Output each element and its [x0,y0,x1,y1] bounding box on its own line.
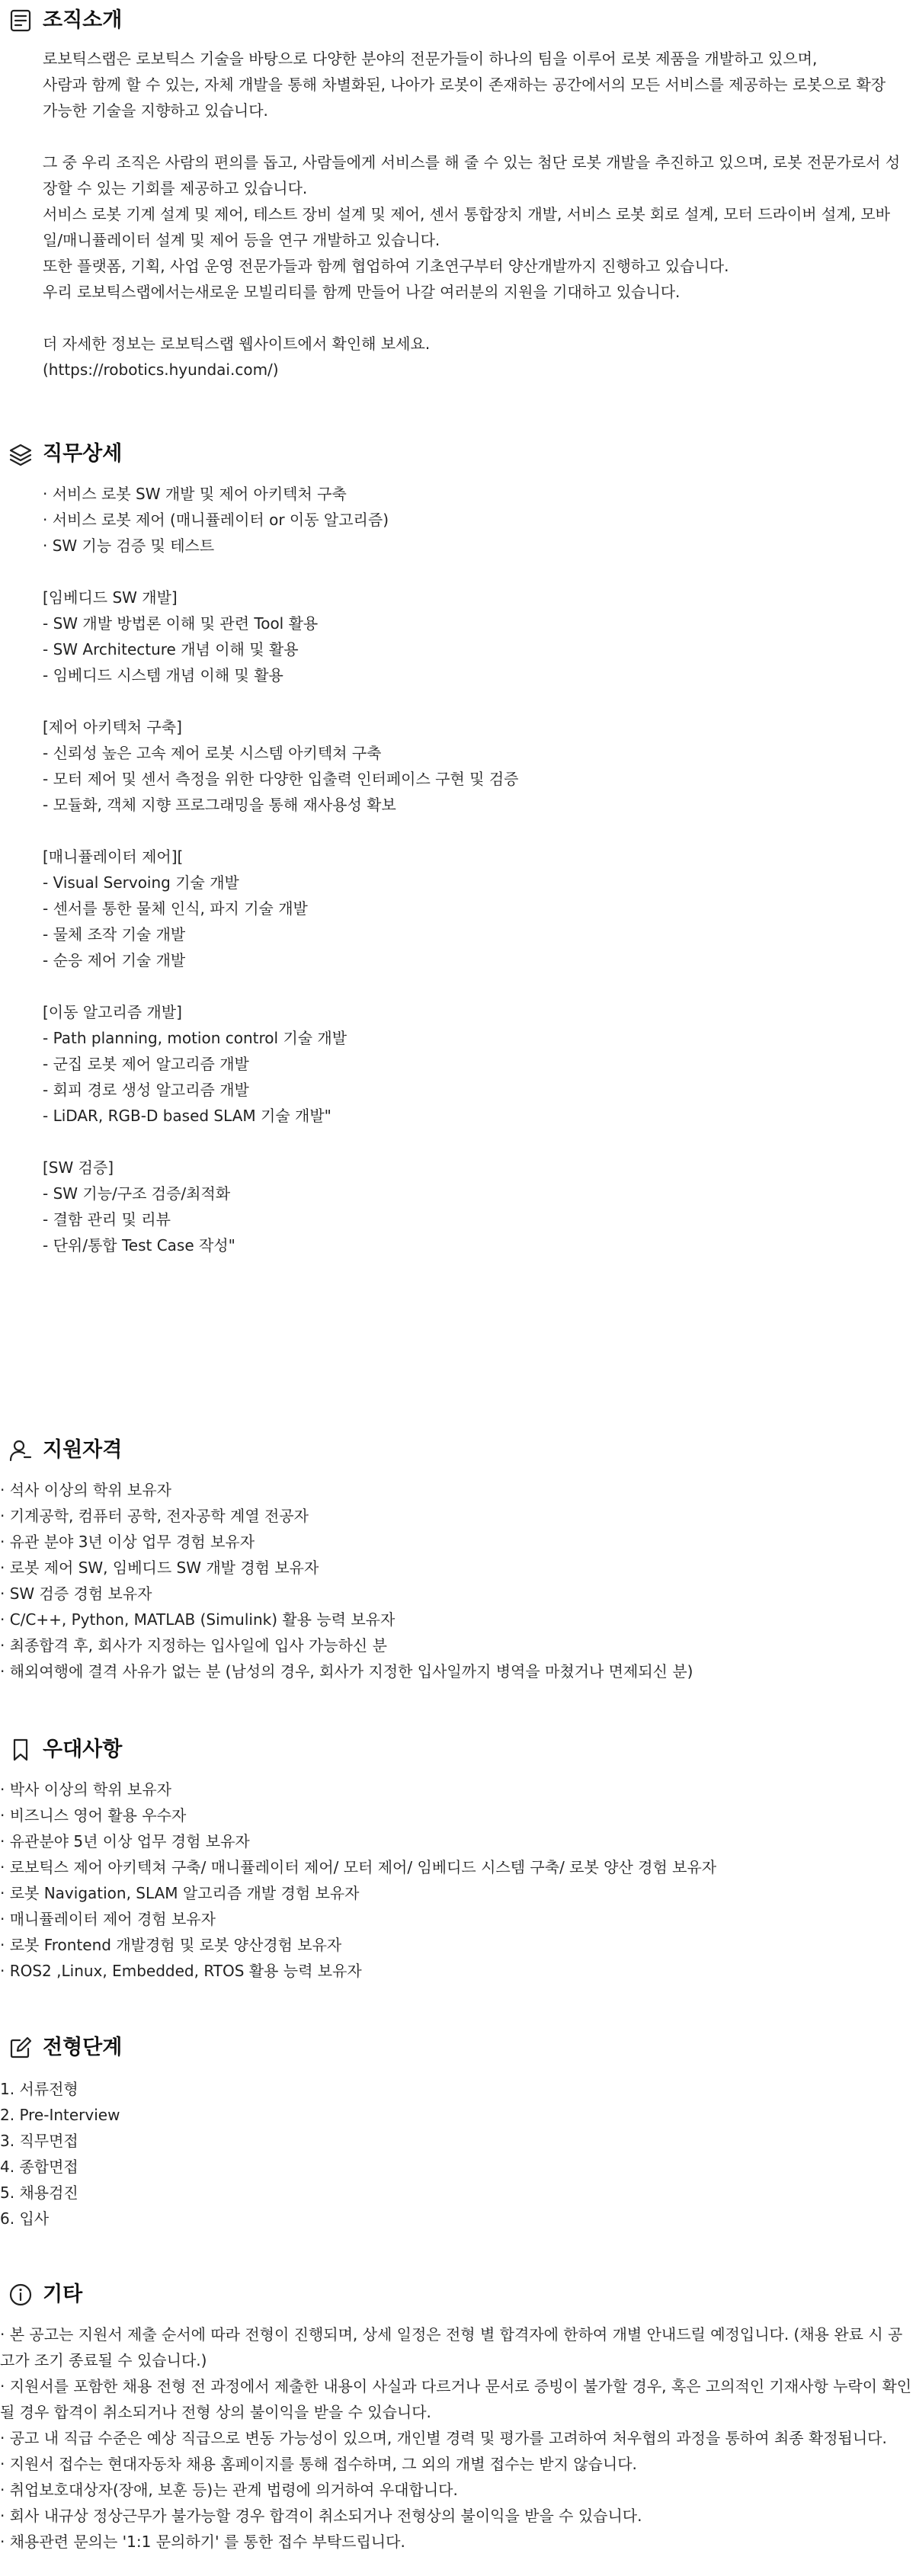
qualification-item: · 기계공학, 컴퓨터 공학, 전자공학 계열 전공자 [0,1507,309,1525]
process-step: 4. 종합면접 [0,2158,78,2176]
process-step: 3. 직무면접 [0,2132,78,2150]
section-title: 전형단계 [43,2036,123,2059]
preferred-item: · 로봇 Navigation, SLAM 알고리즘 개발 경험 보유자 [0,1884,360,1902]
etc-item: · 회사 내규상 정상근무가 불가능할 경우 합격이 취소되거나 전형상의 불이익을 받을 수 있습니다. [0,2507,642,2525]
qualification-item: · 해외여행에 결격 사유가 없는 분 (남성의 경우, 회사가 지정한 입사일까지 병역을 마쳤거나 면제되신 분) [0,1662,693,1680]
etc-list [0,2321,916,2555]
duty-group [43,481,902,559]
duty-line: [이동 알고리즘 개발] [43,1003,182,1021]
intro-paragraph: 그 중 우리 조직은 사람의 편의를 돕고, 사람들에게 서비스를 해 줄 수 있는 첨단 로봇 개발을 추진하고 있으며, 로봇 전문가로서 성장할 수 있는 기회를 제공하고 있습니다. [43,153,901,197]
duty-line: · 서비스 로봇 제어 (매니퓰레이터 or 이동 알고리즘) [43,511,389,529]
preferred-item: · 로봇 Frontend 개발경험 및 로봇 양산경험 보유자 [0,1936,342,1954]
intro-paragraph: 서비스 로봇 기계 설계 및 제어, 테스트 장비 설계 및 제어, 센서 통합장치 개발, 서비스 로봇 회로 설계, 모터 드라이버 설계, 모바일/매니퓰레이터 설계 및 제어 등을 연구 개발하고 있습니다. [43,205,890,249]
section-process-header [0,2030,916,2065]
duty-group [43,714,902,818]
process-step: 5. 채용검진 [0,2184,78,2202]
section-title: 지원자격 [43,1438,123,1462]
section-duties [0,437,916,1258]
etc-item: · 본 공고는 지원서 제출 순서에 따라 전형이 진행되며, 상세 일정은 전형 별 합격자에 한하여 개별 안내드릴 예정입니다. (채용 완료 시 공고가 조기 종료될 수 있습니다.) [0,2325,903,2369]
duty-line: - 모터 제어 및 센서 측정을 위한 다양한 입출력 인터페이스 구현 및 검증 [43,770,519,788]
section-preferred [0,1732,916,1984]
duty-line: - Visual Servoing 기술 개발 [43,873,239,892]
section-title: 조직소개 [43,8,123,32]
person-icon [8,1437,34,1463]
etc-item: · 공고 내 직급 수준은 예상 직급으로 변동 가능성이 있으며, 개인별 경력 및 평가를 고려하여 처우협의 과정을 통하여 최종 확정됩니다. [0,2429,887,2447]
duty-group [43,999,902,1129]
duty-line: [제어 아키텍처 구축] [43,718,182,736]
preferred-item: · 유관분야 5년 이상 업무 경험 보유자 [0,1832,250,1850]
qualifications-list [0,1477,916,1684]
section-intro-body [43,46,902,383]
duty-group [43,1155,902,1258]
intro-paragraph: 더 자세한 정보는 로보틱스랩 웹사이트에서 확인해 보세요. [43,335,431,353]
preferred-list [0,1777,916,1984]
duty-line: - 단위/통합 Test Case 작성" [43,1236,235,1254]
intro-paragraph: (https://robotics.hyundai.com/) [43,360,279,379]
duty-line: - 회피 경로 생성 알고리즘 개발 [43,1081,249,1099]
duty-group [43,844,902,973]
section-duties-header [0,437,916,472]
paragraph-gap [43,305,902,331]
duty-line: · 서비스 로봇 SW 개발 및 제어 아키텍처 구축 [43,485,347,503]
section-title: 기타 [43,2283,83,2306]
section-intro [0,3,916,383]
qualification-item: · SW 검증 경험 보유자 [0,1584,152,1603]
duty-line: · SW 기능 검증 및 테스트 [43,537,215,555]
process-list [0,2076,916,2232]
preferred-item: · 비즈니스 영어 활용 우수자 [0,1806,187,1825]
bookmark-icon [8,1737,34,1763]
qualification-item: · 석사 이상의 학위 보유자 [0,1481,171,1499]
section-title: 직무상세 [43,442,123,466]
section-title: 우대사항 [43,1738,123,1761]
preferred-item: · 박사 이상의 학위 보유자 [0,1780,171,1799]
section-preferred-header [0,1732,916,1767]
paragraph-gap [43,123,902,149]
duty-line: - 군집 로봇 제어 알고리즘 개발 [43,1055,249,1073]
section-etc-header [0,2277,916,2312]
etc-item: · 지원서를 포함한 채용 전형 전 과정에서 제출한 내용이 사실과 다르거나 문서로 증빙이 불가할 경우, 혹은 고의적인 기재사항 누락이 확인될 경우 합격이 취소되거나 전형 상의 불이익을 받을 수 있습니다. [0,2377,912,2421]
preferred-item: · 로보틱스 제어 아키텍쳐 구축/ 매니퓰레이터 제어/ 모터 제어/ 임베디드 시스템 구축/ 로봇 양산 경험 보유자 [0,1858,717,1876]
duty-line: - SW 개발 방법론 이해 및 관련 Tool 활용 [43,614,319,633]
process-step: 6. 입사 [0,2209,50,2228]
preferred-item: · ROS2 ,Linux, Embedded, RTOS 활용 능력 보유자 [0,1962,362,1980]
section-process [0,2030,916,2232]
section-intro-header [0,3,916,38]
info-icon [8,2282,34,2308]
intro-paragraph: 또한 플랫폼, 기획, 사업 운영 전문가들과 함께 협업하여 기초연구부터 양산개발까지 진행하고 있습니다. [43,257,729,275]
duty-line: - SW 기능/구조 검증/최적화 [43,1184,231,1203]
duty-line: - 모듈화, 객체 지향 프로그래밍을 통해 재사용성 확보 [43,796,396,814]
duty-line: - 임베디드 시스템 개념 이해 및 활용 [43,666,283,684]
document-icon [8,8,34,34]
edit-icon [8,2035,34,2061]
intro-paragraph: 사람과 함께 할 수 있는, 자체 개발을 통해 차별화된, 나아가 로봇이 존재하는 공간에서의 모든 서비스를 제공하는 로봇으로 확장 가능한 기술을 지향하고 있습니다. [43,75,891,120]
preferred-item: · 매니퓰레이터 제어 경험 보유자 [0,1910,216,1928]
duty-line: [임베디드 SW 개발] [43,588,178,607]
section-etc [0,2277,916,2555]
layers-icon [8,441,34,467]
intro-paragraph: 우리 로보틱스랩에서는새로운 모빌리티를 함께 만들어 나갈 여러분의 지원을 기대하고 있습니다. [43,283,681,301]
qualification-item: · 최종합격 후, 회사가 지정하는 입사일에 입사 가능하신 분 [0,1636,387,1655]
section-duties-body [43,481,902,1258]
qualification-item: · C/C++, Python, MATLAB (Simulink) 활용 능력 보유자 [0,1610,396,1629]
etc-item: · 지원서 접수는 현대자동차 채용 홈페이지를 통해 접수하며, 그 외의 개별 접수는 받지 않습니다. [0,2455,637,2473]
duty-line: - 물체 조작 기술 개발 [43,925,186,944]
duty-line: - 순응 제어 기술 개발 [43,951,186,969]
duty-line: [SW 검증] [43,1158,114,1177]
section-qualifications [0,1433,916,1684]
process-step: 1. 서류전형 [0,2080,78,2098]
intro-paragraph: 로보틱스랩은 로보틱스 기술을 바탕으로 다양한 분야의 전문가들이 하나의 팀을 이루어 로봇 제품을 개발하고 있으며, [43,50,818,68]
duty-line: - 센서를 통한 물체 인식, 파지 기술 개발 [43,899,308,918]
process-step: 2. Pre-Interview [0,2106,120,2124]
qualification-item: · 유관 분야 3년 이상 업무 경험 보유자 [0,1533,255,1551]
section-qualifications-header [0,1433,916,1468]
etc-item: · 취업보호대상자(장애, 보훈 등)는 관계 법령에 의거하여 우대합니다. [0,2481,458,2499]
etc-item: · 채용관련 문의는 '1:1 문의하기' 를 통한 접수 부탁드립니다. [0,2533,405,2551]
qualification-item: · 로봇 제어 SW, 임베디드 SW 개발 경험 보유자 [0,1559,319,1577]
duty-line: - SW Architecture 개념 이해 및 활용 [43,640,299,658]
duty-line: - 신뢰성 높은 고속 제어 로봇 시스템 아키텍쳐 구축 [43,744,382,762]
duty-group [43,585,902,688]
duty-line: [매니퓰레이터 제어][ [43,847,184,866]
duty-line: - 결함 관리 및 리뷰 [43,1210,171,1229]
duty-line: - LiDAR, RGB-D based SLAM 기술 개발" [43,1107,331,1125]
duty-line: - Path planning, motion control 기술 개발 [43,1029,348,1047]
